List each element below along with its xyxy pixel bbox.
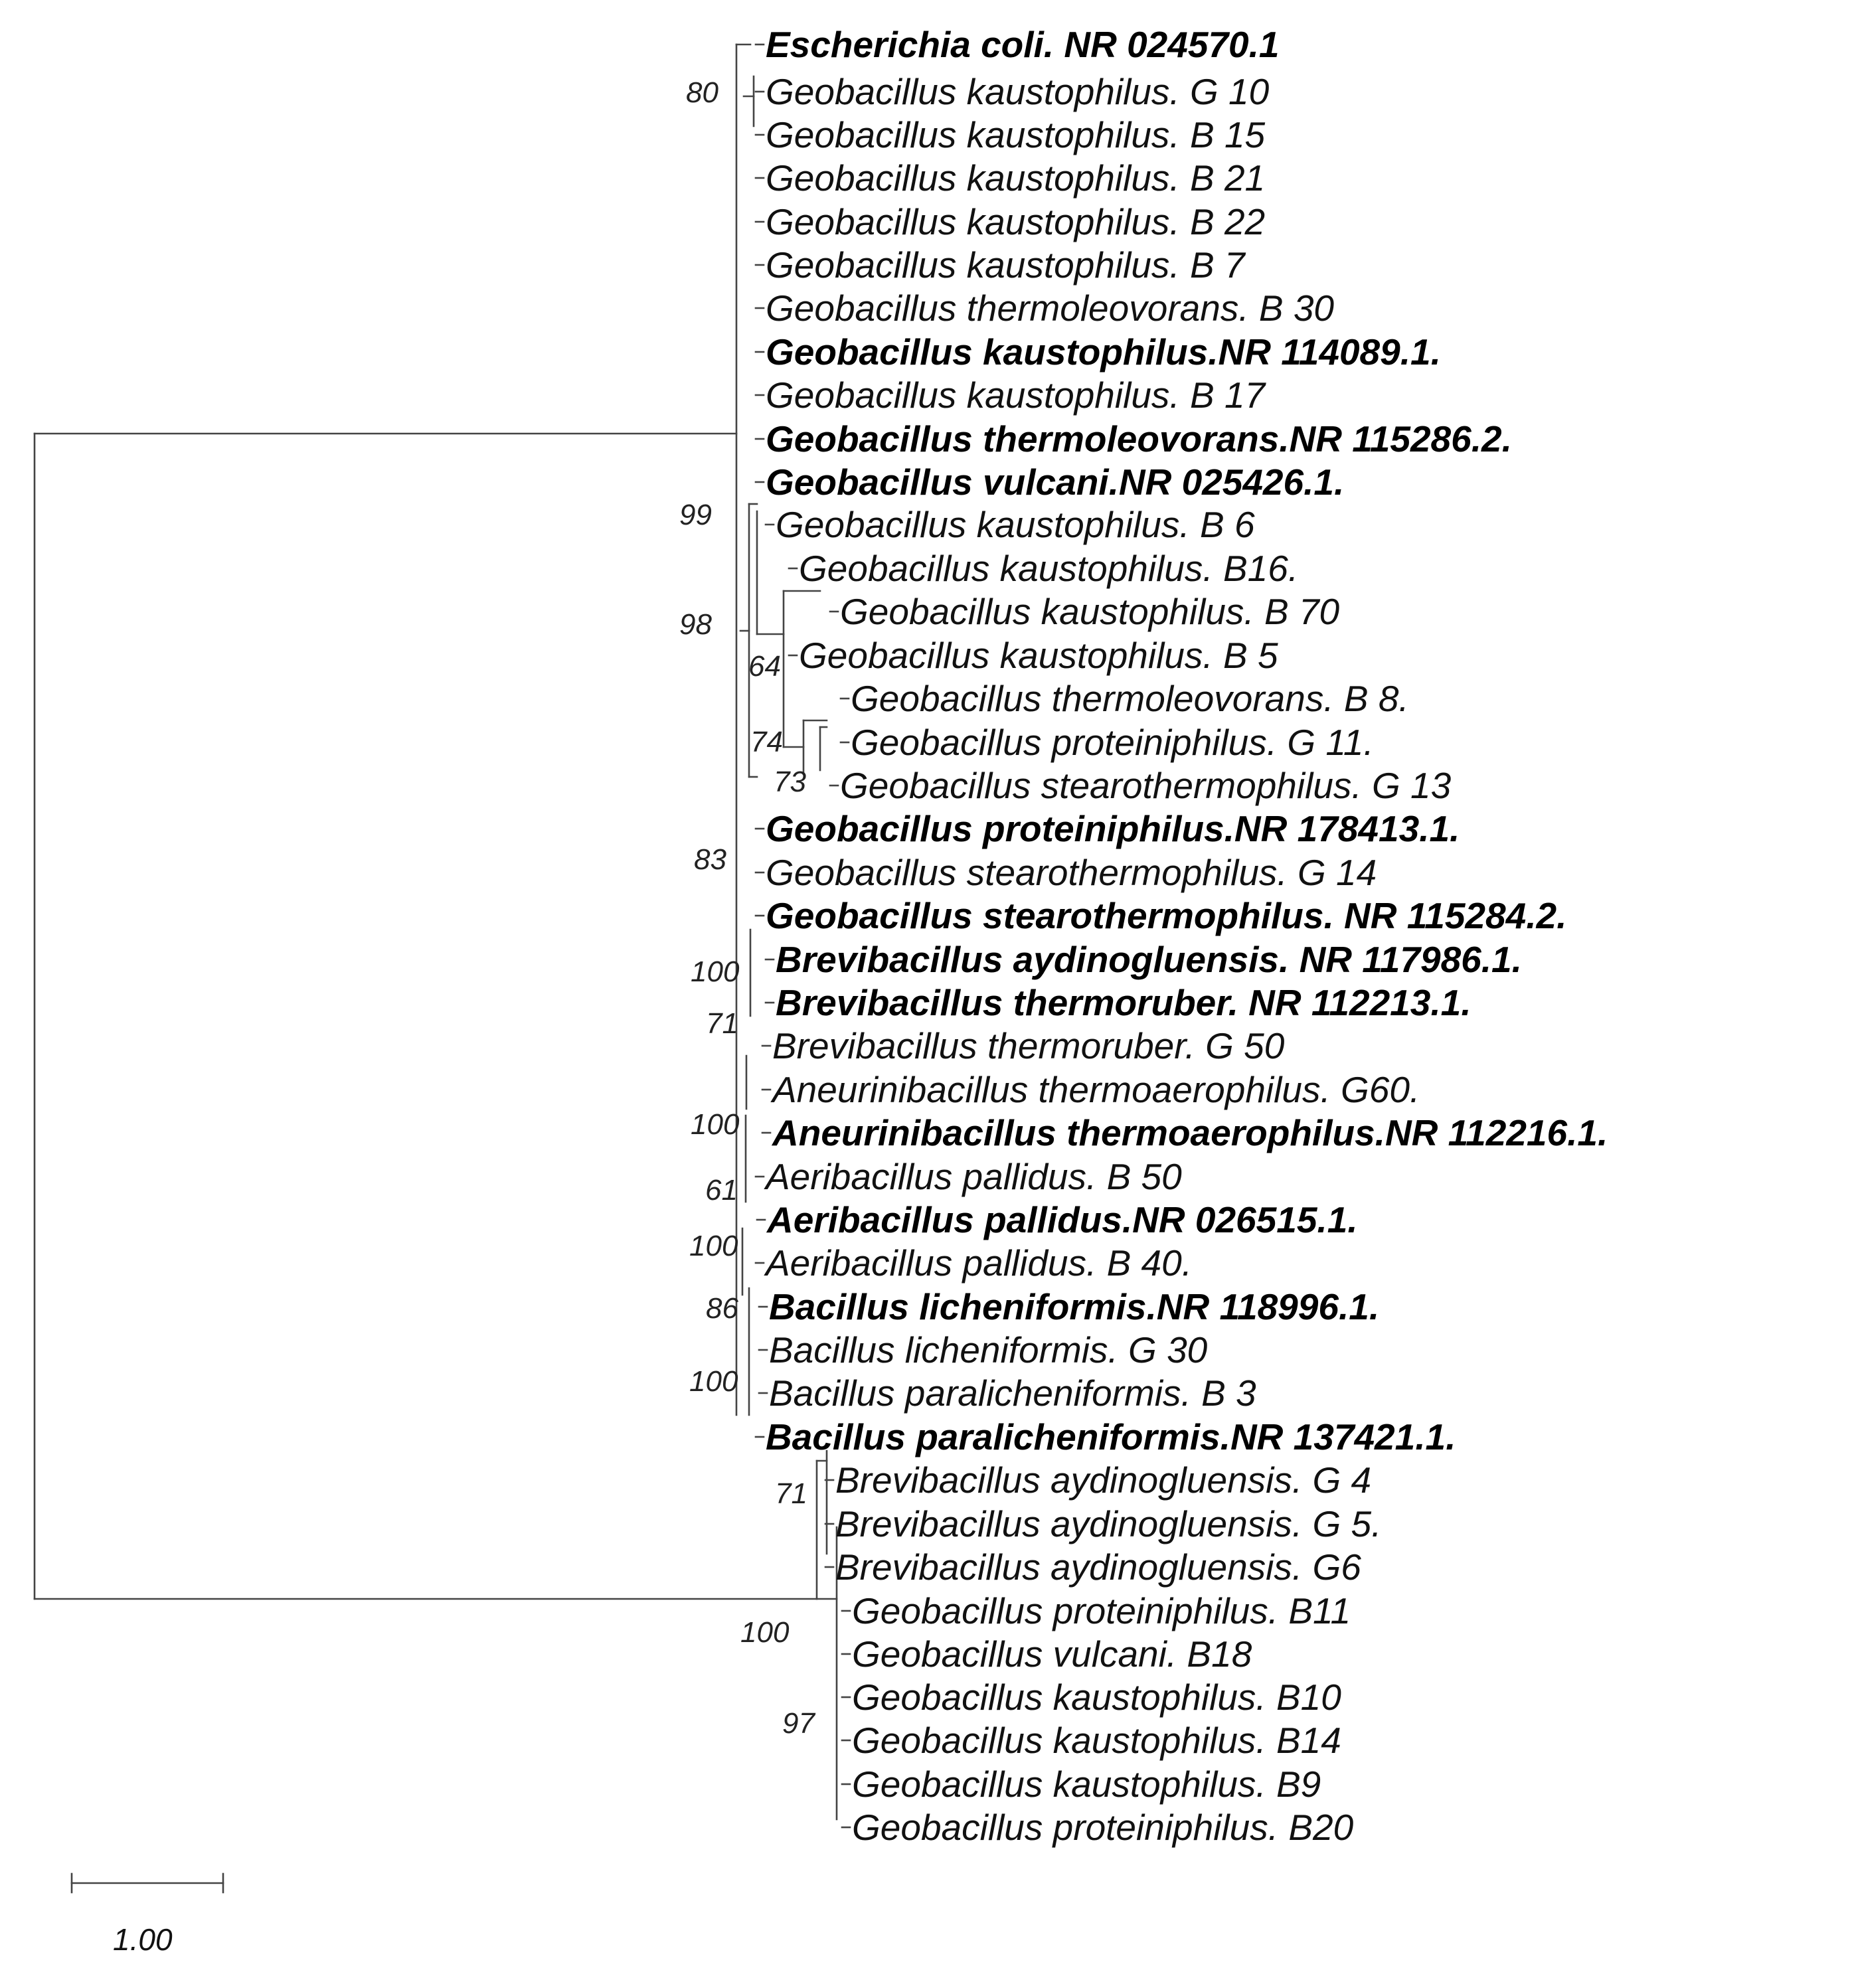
scale-bar: [72, 1874, 223, 1957]
bootstrap-value: 86: [706, 1292, 738, 1325]
isolate-taxon-label: Geobacillus kaustophilus. B 7: [766, 244, 1245, 286]
reference-taxon-label: Geobacillus vulcani.NR 025426.1.: [766, 461, 1345, 503]
reference-taxon-label: Brevibacillus thermoruber. NR 112213.1.: [776, 982, 1472, 1023]
isolate-taxon-label: Aeribacillus pallidus. B 50: [766, 1156, 1182, 1197]
isolate-taxon-label: Geobacillus kaustophilus. B 5: [799, 635, 1278, 676]
isolate-taxon-label: Geobacillus thermoleovorans. B 30: [766, 288, 1335, 329]
isolate-taxon-label: Brevibacillus aydinogluensis. G6: [835, 1546, 1361, 1588]
isolate-taxon-label: Geobacillus kaustophilus. B9: [852, 1764, 1321, 1805]
isolate-taxon-label: Geobacillus kaustophilus. G 10: [766, 71, 1270, 112]
scale-bar-label: 1.00: [113, 1922, 173, 1957]
isolate-taxon-label: Geobacillus kaustophilus. B14: [852, 1720, 1341, 1761]
bootstrap-value: 100: [740, 1616, 790, 1649]
isolate-taxon-label: Brevibacillus aydinogluensis. G 5.: [835, 1503, 1382, 1544]
isolate-taxon-label: Aneurinibacillus thermoaerophilus. G60.: [772, 1069, 1420, 1110]
isolate-taxon-label: Geobacillus kaustophilus. B 17: [766, 374, 1266, 416]
bootstrap-value: 97: [782, 1707, 815, 1740]
bootstrap-value: 74: [750, 726, 783, 758]
reference-taxon-label: Aeribacillus pallidus.NR 026515.1.: [767, 1199, 1358, 1240]
isolate-taxon-label: Geobacillus proteiniphilus. G 11.: [851, 722, 1374, 763]
bootstrap-value: 100: [689, 1230, 738, 1262]
bootstrap-value: 73: [774, 766, 806, 798]
reference-taxon-label: Geobacillus proteiniphilus.NR 178413.1.: [766, 808, 1460, 849]
bootstrap-value: 71: [706, 1007, 738, 1040]
isolate-taxon-label: Geobacillus stearothermophilus. G 13: [840, 765, 1452, 806]
isolate-taxon-label: Geobacillus kaustophilus. B10: [852, 1677, 1341, 1718]
reference-taxon-label: Geobacillus thermoleovorans.NR 115286.2.: [766, 418, 1512, 459]
isolate-taxon-label: Geobacillus kaustophilus. B16.: [799, 548, 1299, 589]
bootstrap-value: 61: [705, 1174, 738, 1206]
reference-taxon-label: Geobacillus kaustophilus.NR 114089.1.: [766, 331, 1441, 373]
isolate-taxon-label: Geobacillus vulcani. B18: [852, 1633, 1252, 1675]
reference-taxon-label: Bacillus paralicheniformis.NR 137421.1.: [766, 1416, 1456, 1457]
bootstrap-value: 98: [679, 608, 712, 641]
bootstrap-value: 83: [694, 843, 726, 876]
isolate-taxon-label: Brevibacillus thermoruber. G 50: [772, 1025, 1285, 1066]
bootstrap-value: 99: [679, 499, 712, 531]
isolate-taxon-label: Bacillus licheniformis. G 30: [769, 1329, 1208, 1370]
isolate-taxon-label: Geobacillus thermoleovorans. B 8.: [851, 678, 1409, 719]
reference-taxon-label: Escherichia coli. NR 024570.1: [766, 24, 1280, 65]
bootstrap-value: 64: [748, 650, 781, 683]
isolate-taxon-label: Aeribacillus pallidus. B 40.: [766, 1242, 1193, 1284]
isolate-taxon-label: Geobacillus proteiniphilus. B20: [852, 1807, 1354, 1848]
bootstrap-value: 100: [691, 1108, 740, 1141]
reference-taxon-label: Bacillus licheniformis.NR 118996.1.: [769, 1286, 1380, 1327]
isolate-taxon-label: Brevibacillus aydinogluensis. G 4: [835, 1459, 1372, 1501]
isolate-taxon-label: Geobacillus kaustophilus. B 6: [776, 504, 1255, 545]
bootstrap-value: 100: [691, 955, 740, 988]
tree-branches: [35, 44, 850, 1827]
bootstrap-value: 71: [775, 1477, 807, 1510]
isolate-taxon-label: Geobacillus kaustophilus. B 70: [840, 591, 1340, 632]
reference-taxon-label: Aneurinibacillus thermoaerophilus.NR 112216.1.: [772, 1112, 1608, 1153]
isolate-taxon-label: Geobacillus stearothermophilus. G 14: [766, 852, 1377, 893]
bootstrap-value: 100: [689, 1365, 738, 1398]
isolate-taxon-label: Geobacillus kaustophilus. B 15: [766, 114, 1266, 155]
taxon-labels: [764, 24, 1608, 1848]
reference-taxon-label: Geobacillus stearothermophilus. NR 115284.2.: [766, 895, 1567, 936]
reference-taxon-label: Brevibacillus aydinogluensis. NR 117986.1.: [776, 939, 1522, 980]
isolate-taxon-label: Bacillus paralicheniformis. B 3: [769, 1372, 1256, 1414]
bootstrap-value: 80: [686, 76, 718, 109]
isolate-taxon-label: Geobacillus proteiniphilus. B11: [852, 1590, 1351, 1631]
isolate-taxon-label: Geobacillus kaustophilus. B 22: [766, 201, 1266, 242]
isolate-taxon-label: Geobacillus kaustophilus. B 21: [766, 157, 1266, 199]
